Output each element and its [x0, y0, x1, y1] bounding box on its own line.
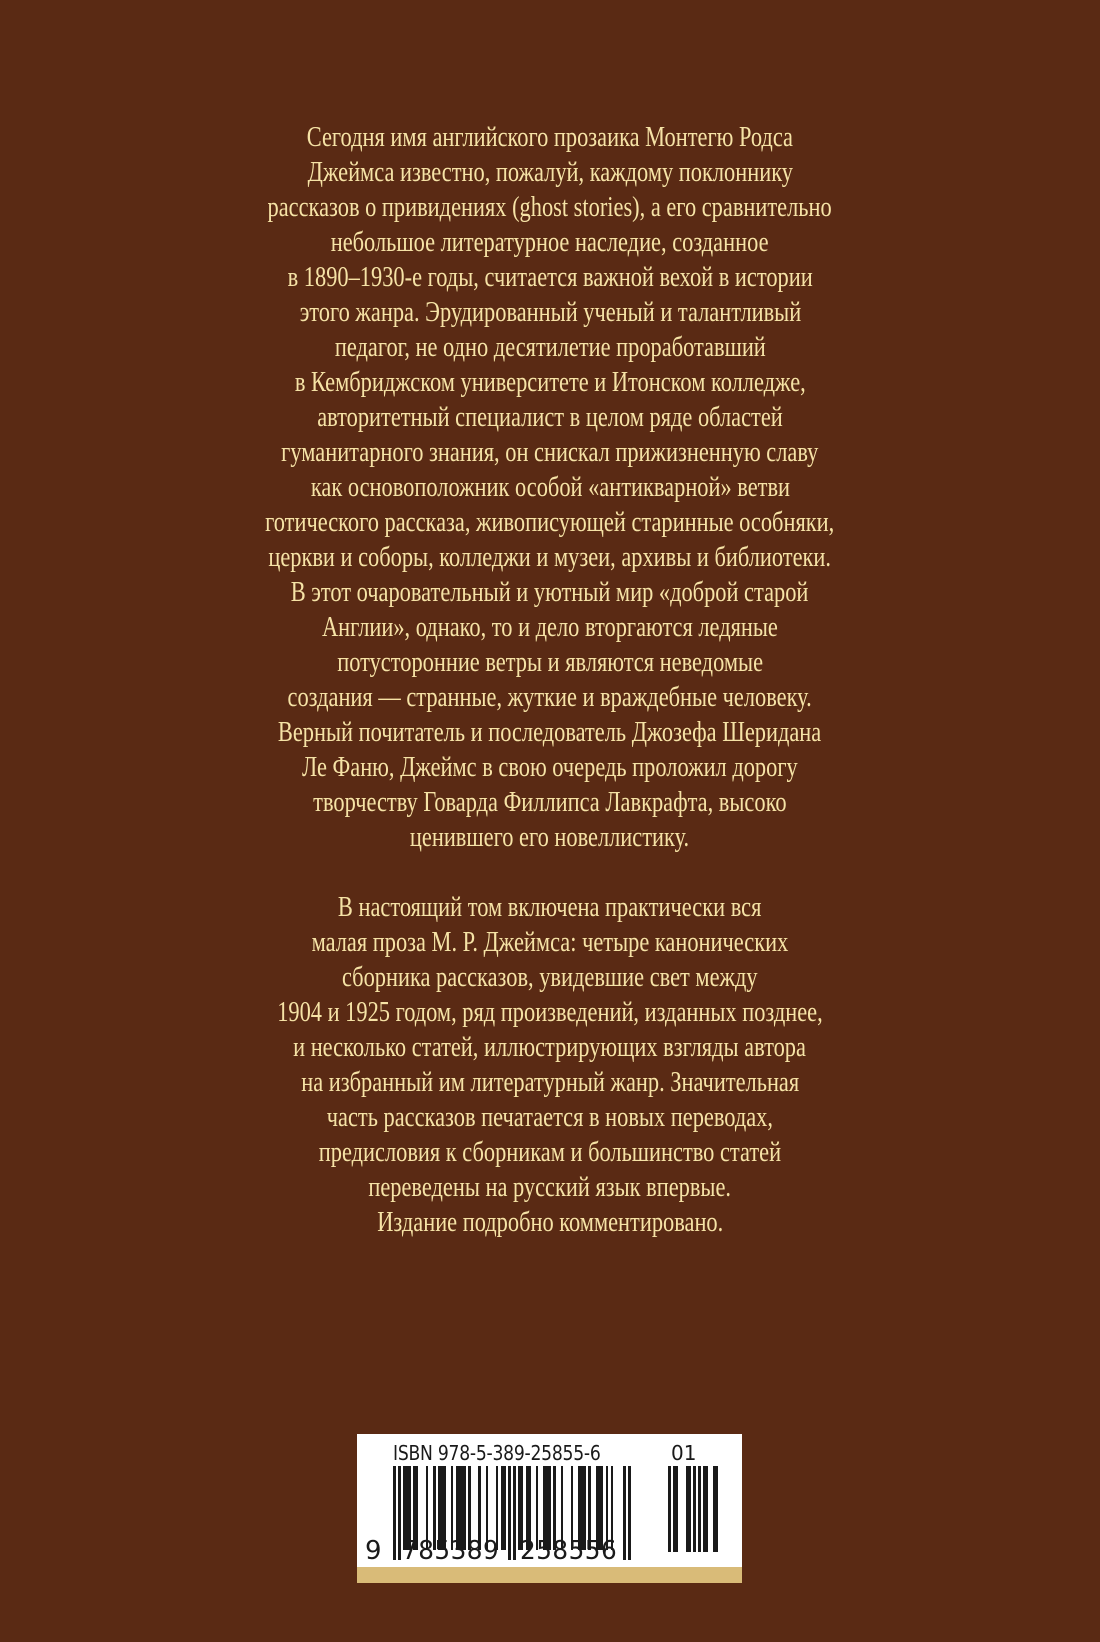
text-line [0, 1205, 1100, 1240]
barcode-bar [393, 1466, 396, 1560]
text-line [0, 190, 1100, 225]
text-line-content: Сегодня имя английского прозаика Монтегю Родса [306, 122, 794, 153]
text-line-content: ценившего его новеллистику. [410, 822, 690, 853]
text-line [0, 1100, 1100, 1135]
text-line [0, 960, 1100, 995]
barcode-bar [623, 1466, 626, 1560]
text-line [0, 1170, 1100, 1205]
text-line [0, 260, 1100, 295]
barcode-digits-left: 785389 [402, 1536, 500, 1566]
isbn-label: ISBN 978-5-389-25855-6 [393, 1441, 601, 1465]
annotation-paragraph-1 [0, 120, 1100, 855]
isbn-addon-label: 01 [671, 1441, 697, 1465]
text-line-content: в 1890–1930-е годы, считается важной вехой в истории [287, 262, 813, 293]
text-line [0, 1065, 1100, 1100]
text-line [0, 575, 1100, 610]
text-line [0, 1030, 1100, 1065]
text-line-content: Верный почитатель и последователь Джозефа Шеридана [278, 717, 822, 748]
text-line [0, 295, 1100, 330]
text-line [0, 820, 1100, 855]
text-line-content: небольшое литературное наследие, созданное [331, 227, 769, 258]
text-line-content: Издание подробно комментировано. [376, 1207, 723, 1238]
text-line-content: В этот очаровательный и уютный мир «доброй старой [291, 577, 809, 608]
text-line-content: Джеймса известно, пожалуй, каждому поклоннику [307, 157, 793, 188]
text-line-content: 1904 и 1925 годом, ряд произведений, изданных позднее, [277, 997, 823, 1028]
barcode-bar [513, 1466, 516, 1560]
annotation-paragraph-2 [0, 890, 1100, 1240]
text-line [0, 225, 1100, 260]
text-line-content: творчеству Говарда Филлипса Лавкрафта, высоко [313, 787, 787, 818]
barcode-stripe [357, 1567, 742, 1583]
text-line-content: рассказов о привидениях (ghost stories), а его сравнительно [267, 192, 833, 223]
barcode-bar [703, 1466, 708, 1552]
text-line-content: потусторонние ветры и являются неведомые [337, 647, 763, 678]
barcode-bar [501, 1466, 506, 1550]
text-line-content: педагог, не одно десятилетие проработавший [334, 332, 766, 363]
text-line [0, 470, 1100, 505]
text-line [0, 750, 1100, 785]
barcode-bar [668, 1466, 671, 1552]
text-line-content: готического рассказа, живописующей старинные особняки, [265, 507, 835, 538]
isbn-barcode [357, 1434, 742, 1583]
text-line-content: в Кембриджском университете и Итонском колледже, [294, 367, 806, 398]
text-line [0, 715, 1100, 750]
text-line [0, 680, 1100, 715]
barcode-bar [686, 1466, 691, 1552]
barcode-bar [698, 1466, 701, 1552]
text-line-content: церкви и соборы, колледжи и музеи, архивы и библиотеки. [268, 542, 832, 573]
text-line [0, 645, 1100, 680]
text-line [0, 120, 1100, 155]
text-line [0, 330, 1100, 365]
text-line-content: как основоположник особой «антикварной» ветви [310, 472, 790, 503]
text-line-content: часть рассказов печатается в новых переводах, [326, 1102, 774, 1133]
barcode-bar [673, 1466, 678, 1552]
text-line [0, 1135, 1100, 1170]
text-line-content: предисловия к сборникам и большинство статей [318, 1137, 782, 1168]
text-line-content: создания — странные, жуткие и враждебные человеку. [287, 682, 813, 713]
text-line-content: Ле Фаню, Джеймс в свою очередь проложил дорогу [302, 752, 798, 783]
barcode-digits-right: 258556 [520, 1536, 618, 1566]
text-line [0, 365, 1100, 400]
text-line [0, 890, 1100, 925]
text-line-content: переведены на русский язык впервые. [368, 1172, 732, 1203]
text-line [0, 435, 1100, 470]
barcode-bar [628, 1466, 631, 1560]
text-line [0, 995, 1100, 1030]
text-line-content: авторитетный специалист в целом ряде областей [317, 402, 783, 433]
text-line [0, 400, 1100, 435]
text-line-content: В настоящий том включена практически вся [338, 892, 762, 923]
text-line [0, 155, 1100, 190]
text-line [0, 540, 1100, 575]
text-line-content: гуманитарного знания, он снискал прижизненную славу [281, 437, 819, 468]
text-line-content: Англии», однако, то и дело вторгаются ледяные [322, 612, 778, 643]
text-line [0, 925, 1100, 960]
barcode-bar [713, 1466, 718, 1552]
barcode-digit-first: 9 [365, 1536, 382, 1566]
text-line-content: сборника рассказов, увидевшие свет между [342, 962, 758, 993]
text-line-content: малая проза М. Р. Джеймса: четыре канонических [311, 927, 789, 958]
barcode-bar [693, 1466, 696, 1552]
text-line [0, 505, 1100, 540]
text-line-content: и несколько статей, иллюстрирующих взгляды автора [293, 1032, 807, 1063]
barcode-bar [398, 1466, 401, 1560]
text-line-content: на избранный им литературный жанр. Значительная [301, 1067, 799, 1098]
text-line-content: этого жанра. Эрудированный ученый и талантливый [299, 297, 801, 328]
barcode-bar [508, 1466, 511, 1560]
text-line [0, 785, 1100, 820]
text-line [0, 610, 1100, 645]
